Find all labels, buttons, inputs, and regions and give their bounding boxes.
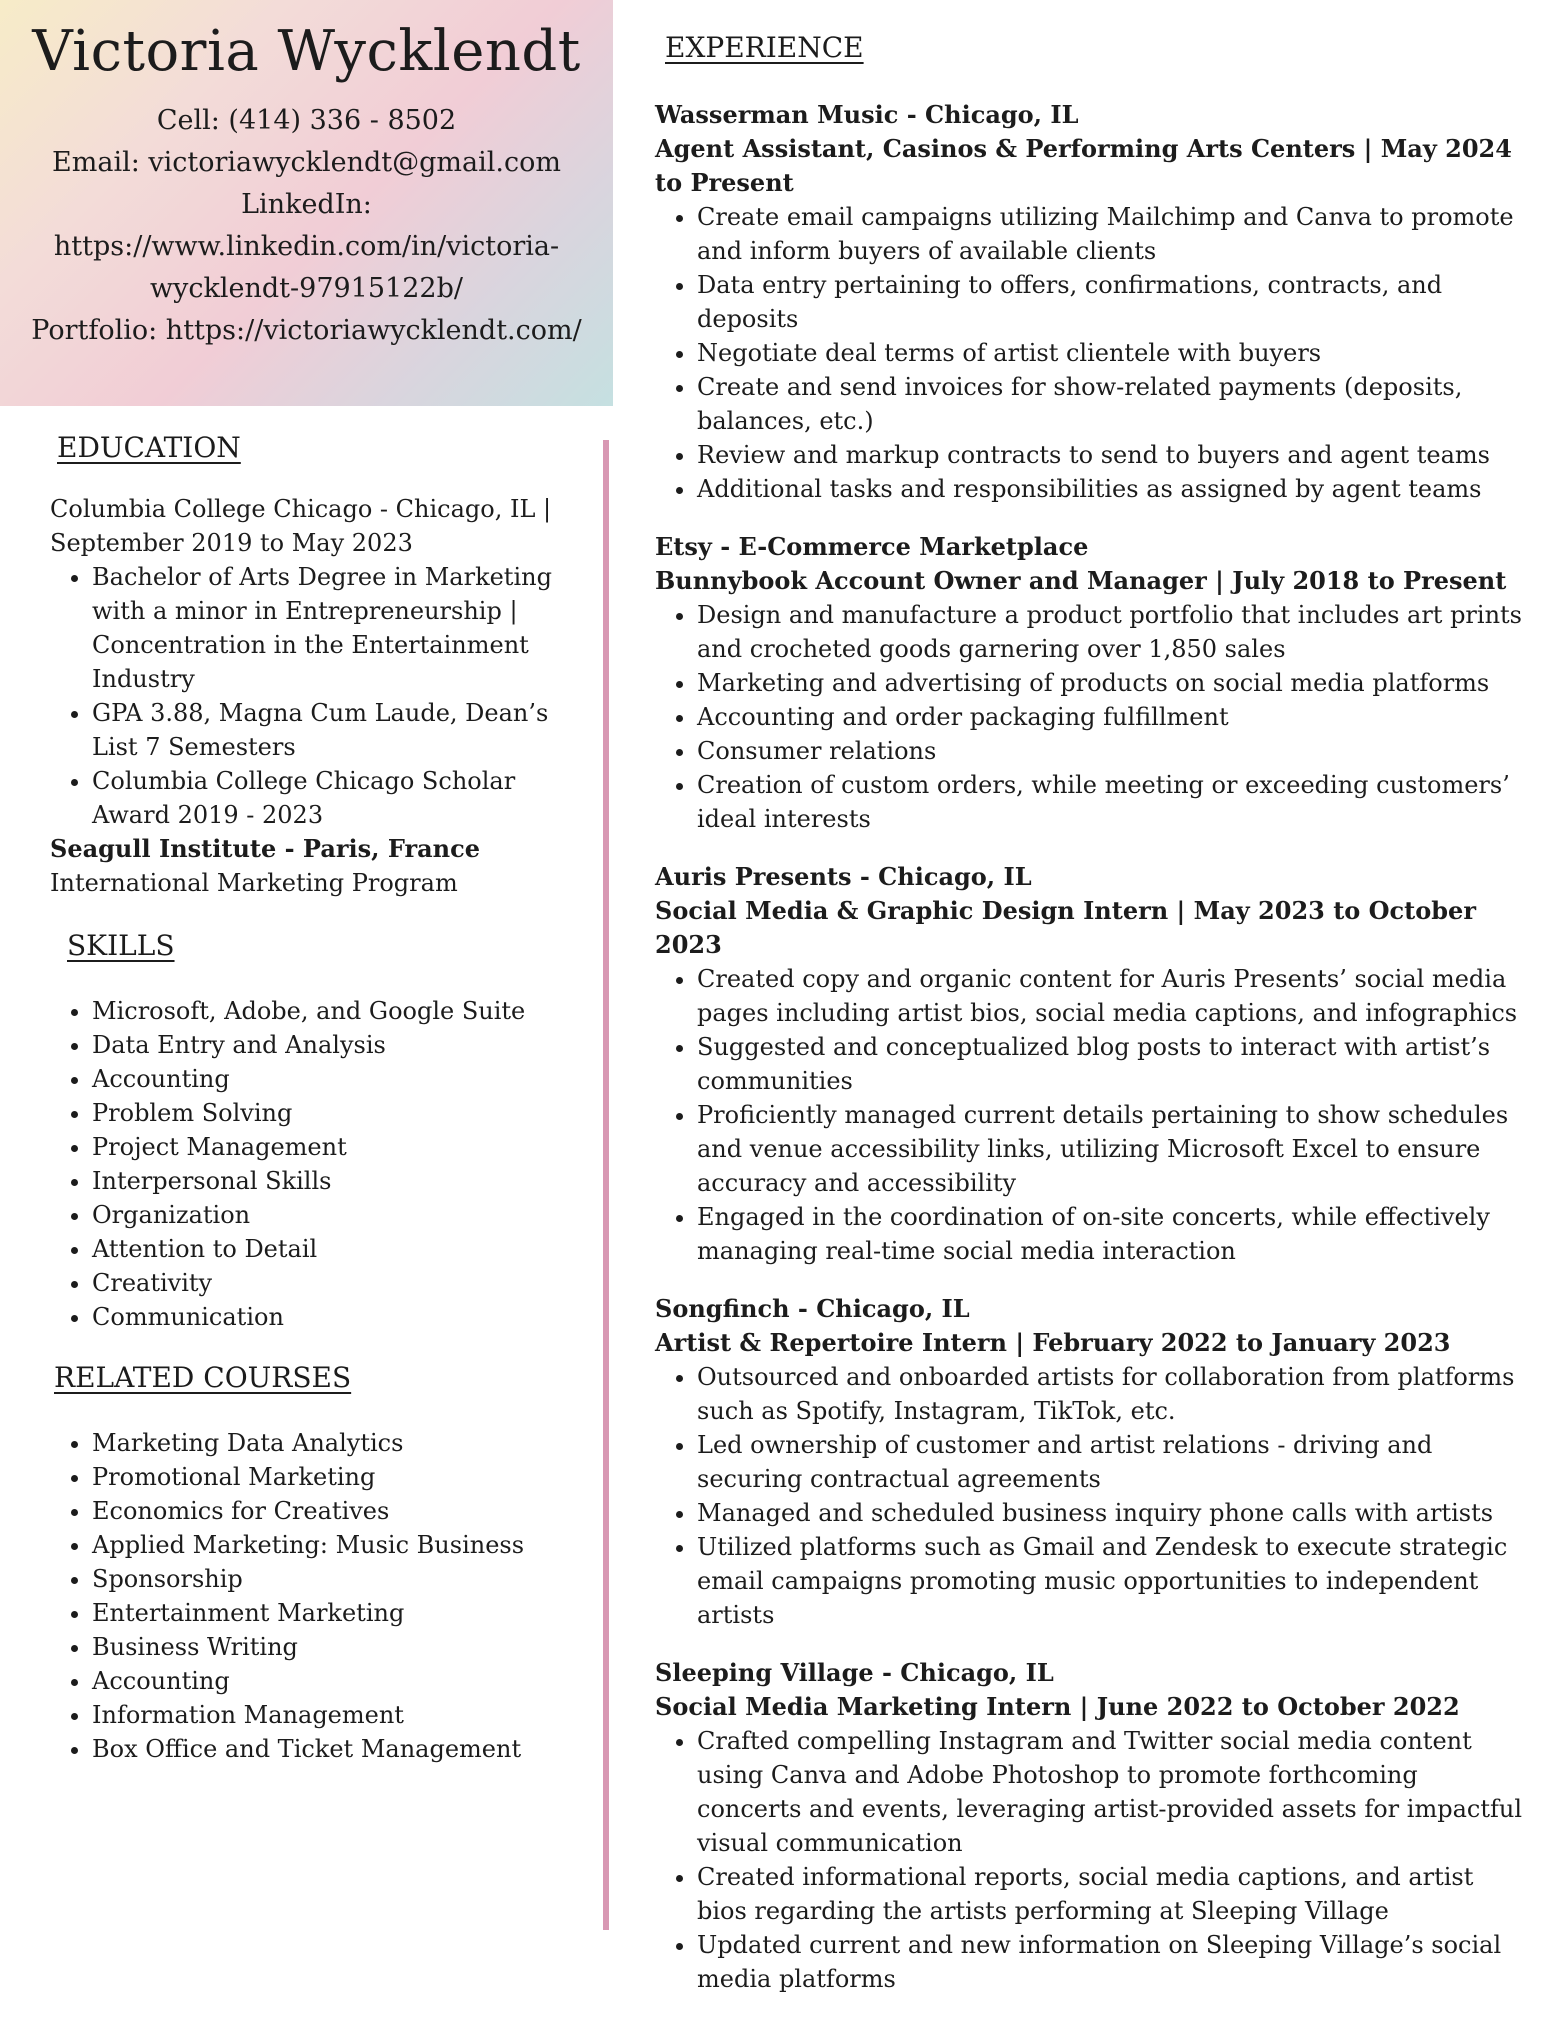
list-item: • Business Writing — [92, 1630, 580, 1664]
job-entry — [655, 530, 1525, 836]
contact-info — [0, 100, 613, 352]
list-item: • Sponsorship — [92, 1562, 580, 1596]
job-role: Bunnybook Account Owner and Manager | July 2018 to Present — [655, 566, 1507, 595]
list-item: • Consumer relations — [697, 734, 1525, 768]
linkedin-url-line-2: wycklendt-97915122b/ — [150, 273, 463, 304]
cell-phone: Cell: (414) 336 - 8502 — [156, 105, 457, 136]
list-item: • Problem Solving — [92, 1096, 580, 1130]
job-bullets — [655, 1360, 1525, 1632]
school-2: Seagull Institute - Paris, France — [50, 834, 481, 863]
list-item: • Economics for Creatives — [92, 1494, 580, 1528]
job-company: Sleeping Village - Chicago, IL — [655, 1658, 1054, 1687]
list-item: • Utilized platforms such as Gmail and Zendesk to execute strategic email campaigns promoting music opportunities to independent artists — [697, 1530, 1525, 1632]
list-item: • Marketing Data Analytics — [92, 1426, 580, 1460]
list-item: • Marketing and advertising of products on social media platforms — [697, 666, 1525, 700]
list-item: • Crafted compelling Instagram and Twitter social media content using Canva and Adobe Photoshop to promote forthcoming concerts and events, leveraging artist-provided assets for impactful visual communication — [697, 1724, 1525, 1860]
courses-title: RELATED COURSES — [54, 1361, 352, 1394]
job-company: Songfinch - Chicago, IL — [655, 1294, 970, 1323]
list-item: • Led ownership of customer and artist relations - driving and securing contractual agreements — [697, 1428, 1525, 1496]
linkedin-label: LinkedIn: — [241, 189, 372, 220]
list-item: • Data entry pertaining to offers, confirmations, contracts, and deposits — [697, 268, 1525, 336]
job-role: Agent Assistant, Casinos & Performing Arts Centers | May 2024 to Present — [655, 134, 1512, 197]
list-item: • Interpersonal Skills — [92, 1164, 580, 1198]
list-item: • Creation of custom orders, while meeting or exceeding customers’ ideal interests — [697, 768, 1525, 836]
experience-title: EXPERIENCE — [665, 31, 864, 64]
courses-list — [50, 1426, 580, 1766]
list-item: • Accounting — [92, 1664, 580, 1698]
list-item: • Created copy and organic content for Auris Presents’ social media pages including artist bios, social media captions, and infographics — [697, 962, 1525, 1030]
list-item: • Attention to Detail — [92, 1232, 580, 1266]
list-item: • Creativity — [92, 1266, 580, 1300]
job-role: Artist & Repertoire Intern | February 2022 to January 2023 — [655, 1328, 1451, 1357]
job-entry — [655, 1656, 1525, 1996]
list-item: • Proficiently managed current details pertaining to show schedules and venue accessibility links, utilizing Microsoft Excel to ensure accuracy and accessibility — [697, 1098, 1525, 1200]
list-item: • Accounting — [92, 1062, 580, 1096]
job-company: Etsy - E-Commerce Marketplace — [655, 532, 1089, 561]
school-2-program: International Marketing Program — [50, 869, 458, 897]
portfolio-link: Portfolio: https://victoriawycklendt.com/ — [31, 315, 582, 346]
school-1-line-1: Columbia College Chicago - Chicago, IL | — [50, 495, 552, 523]
job-entry — [655, 1292, 1525, 1632]
header-card — [0, 0, 613, 406]
list-item: • Managed and scheduled business inquiry phone calls with artists — [697, 1496, 1525, 1530]
email: Email: victoriawycklendt@gmail.com — [52, 147, 561, 178]
list-item: • Applied Marketing: Music Business — [92, 1528, 580, 1562]
list-item: • Entertainment Marketing — [92, 1596, 580, 1630]
education-entry — [50, 492, 580, 900]
list-item: • Project Management — [92, 1130, 580, 1164]
job-bullets — [655, 200, 1525, 506]
list-item: • Data Entry and Analysis — [92, 1028, 580, 1062]
list-item: • Organization — [92, 1198, 580, 1232]
job-company: Wasserman Music - Chicago, IL — [655, 100, 1079, 129]
list-item: • Outsourced and onboarded artists for collaboration from platforms such as Spotify, Instagram, TikTok, etc. — [697, 1360, 1525, 1428]
list-item: • Accounting and order packaging fulfillment — [697, 700, 1525, 734]
list-item: • Engaged in the coordination of on-site concerts, while effectively managing real-time social media interaction — [697, 1200, 1525, 1268]
list-item: • Box Office and Ticket Management — [92, 1732, 580, 1766]
column-divider — [603, 440, 609, 1930]
education-title: EDUCATION — [57, 431, 241, 464]
list-item: • GPA 3.88, Magna Cum Laude, Dean’s List 7 Semesters — [92, 696, 580, 764]
job-bullets — [655, 598, 1525, 836]
list-item: • Bachelor of Arts Degree in Marketing with a minor in Entrepreneurship | Concentration in the Entertainment Industry — [92, 560, 580, 696]
job-entry — [655, 860, 1525, 1268]
list-item: • Negotiate deal terms of artist clientele with buyers — [697, 336, 1525, 370]
list-item: • Promotional Marketing — [92, 1460, 580, 1494]
linkedin-url-line-1: https://www.linkedin.com/in/victoria- — [53, 231, 560, 262]
right-column — [655, 30, 1525, 2020]
skills-title: SKILLS — [67, 929, 175, 962]
job-role: Social Media Marketing Intern | June 2022 to October 2022 — [655, 1692, 1460, 1721]
list-item: • Design and manufacture a product portfolio that includes art prints and crocheted goods garnering over 1,850 sales — [697, 598, 1525, 666]
list-item: • Communication — [92, 1300, 580, 1334]
list-item: • Microsoft, Adobe, and Google Suite — [92, 994, 580, 1028]
candidate-name: Victoria Wycklendt — [32, 19, 581, 84]
list-item: • Additional tasks and responsibilities as assigned by agent teams — [697, 472, 1525, 506]
school-1-line-2: September 2019 to May 2023 — [50, 529, 413, 557]
list-item: • Create email campaigns utilizing Mailchimp and Canva to promote and inform buyers of available clients — [697, 200, 1525, 268]
education-bullets — [50, 560, 580, 832]
list-item: • Create and send invoices for show-related payments (deposits, balances, etc.) — [697, 370, 1525, 438]
list-item: • Information Management — [92, 1698, 580, 1732]
left-column — [50, 430, 580, 1766]
job-bullets — [655, 962, 1525, 1268]
list-item: • Suggested and conceptualized blog posts to interact with artist’s communities — [697, 1030, 1525, 1098]
job-entry — [655, 98, 1525, 506]
list-item: • Created informational reports, social media captions, and artist bios regarding the artists performing at Sleeping Village — [697, 1860, 1525, 1928]
skills-list — [50, 994, 580, 1334]
job-company: Auris Presents - Chicago, IL — [655, 862, 1032, 891]
job-bullets — [655, 1724, 1525, 1996]
list-item: • Columbia College Chicago Scholar Award 2019 - 2023 — [92, 764, 580, 832]
job-role: Social Media & Graphic Design Intern | May 2023 to October 2023 — [655, 896, 1476, 959]
list-item: • Review and markup contracts to send to buyers and agent teams — [697, 438, 1525, 472]
list-item: • Updated current and new information on Sleeping Village’s social media platforms — [697, 1928, 1525, 1996]
